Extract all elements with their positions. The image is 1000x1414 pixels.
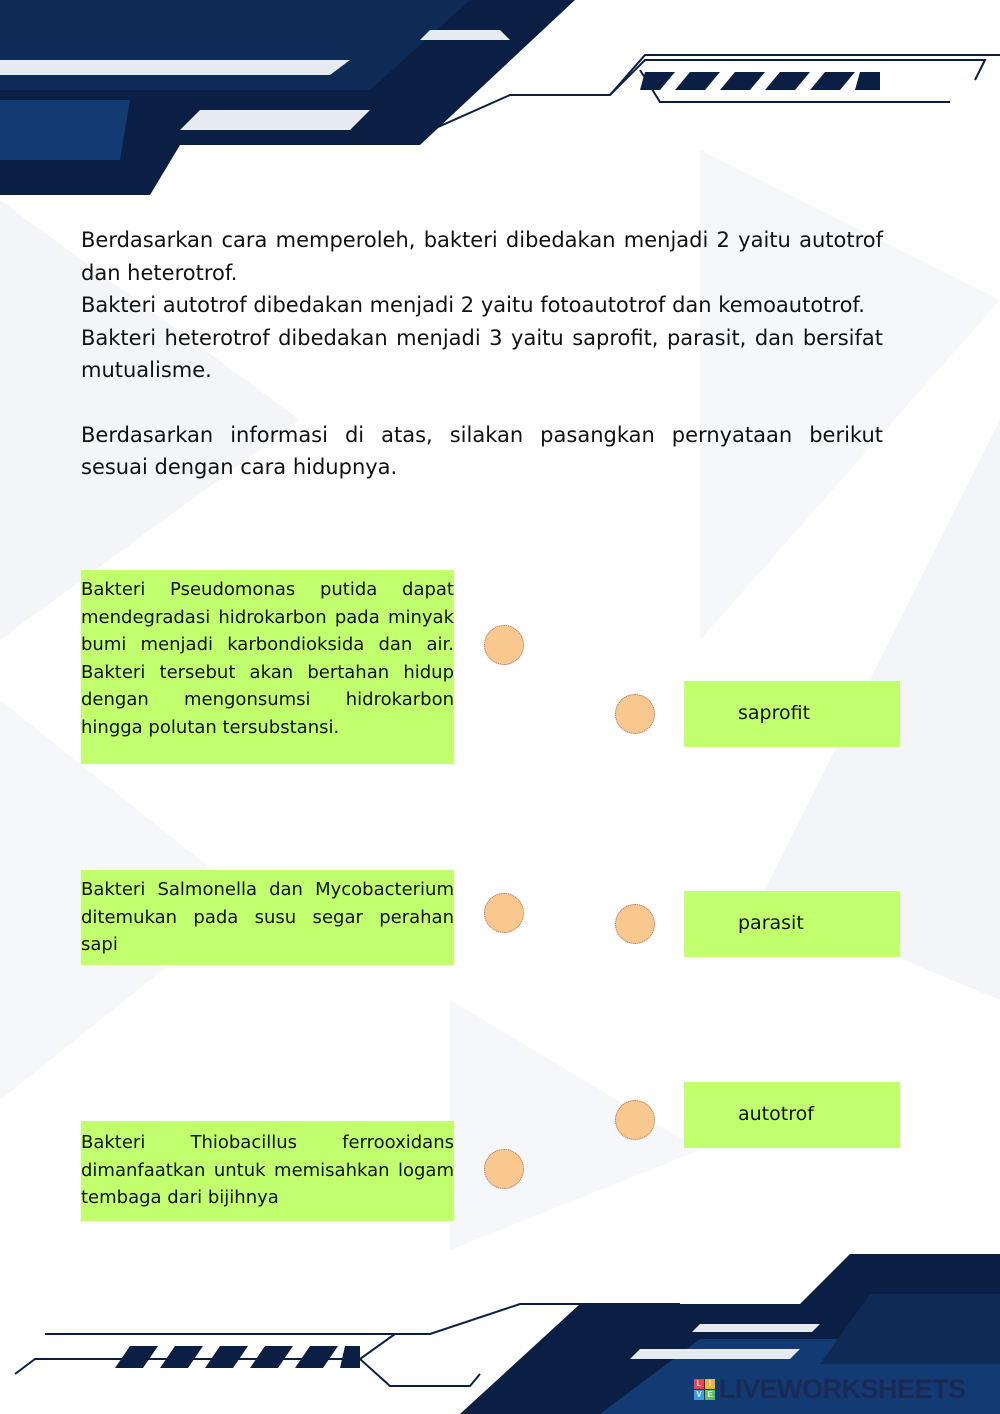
statement-card-1: Bakteri Pseudomonas putida dapat mendegradasi hidrokarbon pada minyak bumi menjadi karbondioksida dan air. Bakteri tersebut akan bertahan hidup dengan mengonsumsi hidrokarbon hingga polutan tersubstansi. [81, 570, 454, 764]
answer-card-saprofit: saprofit [684, 681, 900, 747]
intro-paragraph-3: Bakteri heterotrof dibedakan menjadi 3 yaitu saprofit, parasit, dan bersifat mutualisme. [81, 325, 883, 382]
statement-card-2: Bakteri Salmonella dan Mycobacterium ditemukan pada susu segar perahan sapi [81, 870, 454, 965]
intro-text [81, 224, 883, 484]
answer-1-connector[interactable] [615, 694, 655, 734]
instruction-paragraph: Berdasarkan informasi di atas, silakan pasangkan pernyataan berikut sesuai dengan cara hidupnya. [81, 422, 883, 479]
brand-logo-icon: L I V E [694, 1379, 715, 1400]
intro-paragraph-1: Berdasarkan cara memperoleh, bakteri dibedakan menjadi 2 yaitu autotrof dan heterotrof. [81, 228, 883, 285]
answer-2-connector[interactable] [615, 904, 655, 944]
liveworksheets-logo [694, 1374, 966, 1404]
answer-3-connector[interactable] [615, 1100, 655, 1140]
header-decoration [0, 0, 1000, 200]
answer-card-parasit: parasit [684, 891, 900, 957]
statement-card-3: Bakteri Thiobacillus ferrooxidans dimanfaatkan untuk memisahkan logam tembaga dari bijihnya [81, 1121, 454, 1221]
answer-card-autotrof: autotrof [684, 1082, 900, 1148]
brand-text: LIVEWORKSHEETS [719, 1373, 966, 1404]
statement-3-connector[interactable] [484, 1149, 524, 1189]
statement-2-connector[interactable] [484, 893, 524, 933]
intro-paragraph-2: Bakteri autotrof dibedakan menjadi 2 yaitu fotoautotrof dan kemoautotrof. [81, 293, 865, 317]
statement-1-connector[interactable] [484, 625, 524, 665]
